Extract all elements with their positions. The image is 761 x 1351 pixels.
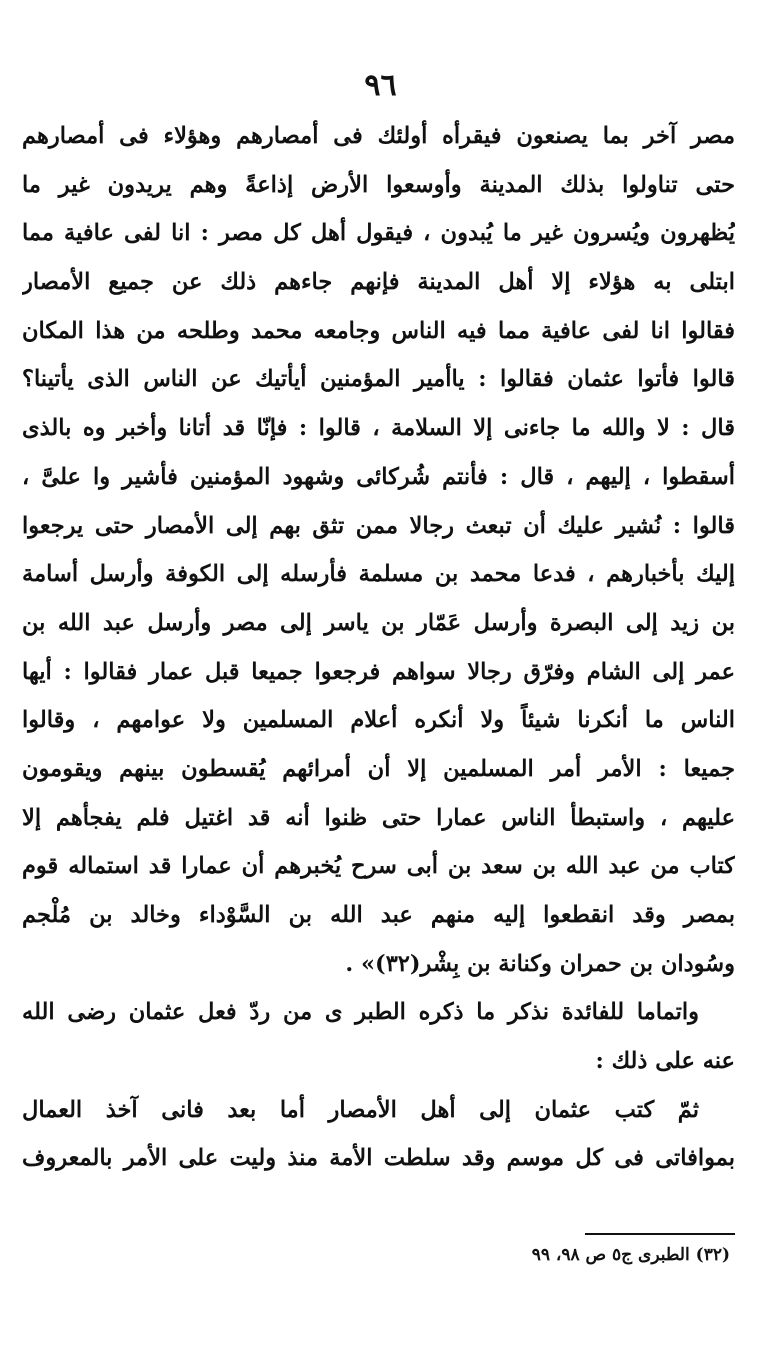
- text-line: إليك بأخبارهم ، فدعا محمد بن مسلمة فأرسله إلى الكوفة وأرسل أسامة: [22, 561, 735, 588]
- text-line: يُظهرون ويُسرون غير ما يُبدون ، فيقول أهل كل مصر : انا لفى عافية مما: [22, 220, 735, 247]
- text-line: قالوا : نُشير عليك أن تبعث رجالا ممن تثق بهم إلى الأمصار حتى يرجعوا: [22, 512, 735, 539]
- text-line: الناس ما أنكرنا شيئاً ولا أنكره أعلام المسلمين ولا عوامهم ، وقالوا: [22, 707, 735, 734]
- text-line: وسُودان بن حمران وكنانة بن بِشْر(٣٢)» .: [345, 950, 735, 977]
- text-line: أسقطوا ، إليهم ، قال : فأنتم شُركائى وشهود المؤمنين فأشير وا علىَّ ،: [22, 463, 735, 490]
- text-line: ابتلى به هؤلاء إلا أهل المدينة فإنهم جاءهم ذلك عن جميع الأمصار: [22, 269, 735, 296]
- text-line: عنه على ذلك :: [595, 1048, 735, 1075]
- text-line: بمصر وقد انقطعوا إليه منهم عبد الله بن السَّوْداء وخالد بن مُلْجم: [22, 902, 735, 928]
- text-line: عمر إلى الشام وفرّق رجالا سواهم فرجعوا جميعا قبل عمار فقالوا : أيها: [22, 658, 735, 685]
- text-line: قالوا فأتوا عثمان فقالوا : ياأمير المؤمنين أيأتيك عن الناس الذى يأتينا؟: [22, 366, 735, 393]
- text-line: كتاب من عبد الله بن سعد بن أبى سرح يُخبرهم أن عمارا قد استماله قوم: [22, 853, 735, 880]
- text-line: جميعا : الأمر أمر المسلمين إلا أن أمرائهم يُقسطون بينهم ويقومون: [22, 755, 735, 782]
- footnote-divider: [585, 1233, 735, 1235]
- paragraph-start-line: ثمّ كتب عثمان إلى أهل الأمصار أما بعد فانى آخذ العمال: [22, 1096, 699, 1123]
- text-line: بموافاتى فى كل موسم وقد سلطت الأمة منذ وليت على الأمر بالمعروف: [22, 1145, 735, 1172]
- paragraph-start-line: واتماما للفائدة نذكر ما ذكره الطبر ى من ردّ فعل عثمان رضى الله: [22, 999, 699, 1026]
- text-line: قال : لا والله ما جاءنى إلا السلامة ، قالوا : فإنّا قد أتانا وأخبر وه بالذى: [22, 415, 735, 442]
- body-text: [22, 112, 735, 1183]
- footnote: (٣٢) الطبرى ج٥ ص ٩٨، ٩٩: [531, 1245, 730, 1265]
- text-line: حتى تناولوا بذلك المدينة وأوسعوا الأرض إذاعةً وهم يريدون غير ما: [22, 171, 735, 198]
- text-line: مصر آخر بما يصنعون فيقرأه أولئك فى أمصارهم وهؤلاء فى أمصارهم: [22, 123, 735, 149]
- text-line: بن زيد إلى البصرة وأرسل عَمّار بن ياسر إلى مصر وأرسل عبد الله بن: [22, 609, 735, 636]
- page-number: ٩٦: [364, 68, 397, 103]
- text-line: فقالوا انا لفى عافية مما فيه الناس وجامعه محمد وطلحه من هذا المكان: [22, 317, 735, 344]
- text-line: عليهم ، واستبطأ الناس عمارا حتى ظنوا أنه قد اغتيل فلم يفجأهم إلا: [22, 804, 735, 831]
